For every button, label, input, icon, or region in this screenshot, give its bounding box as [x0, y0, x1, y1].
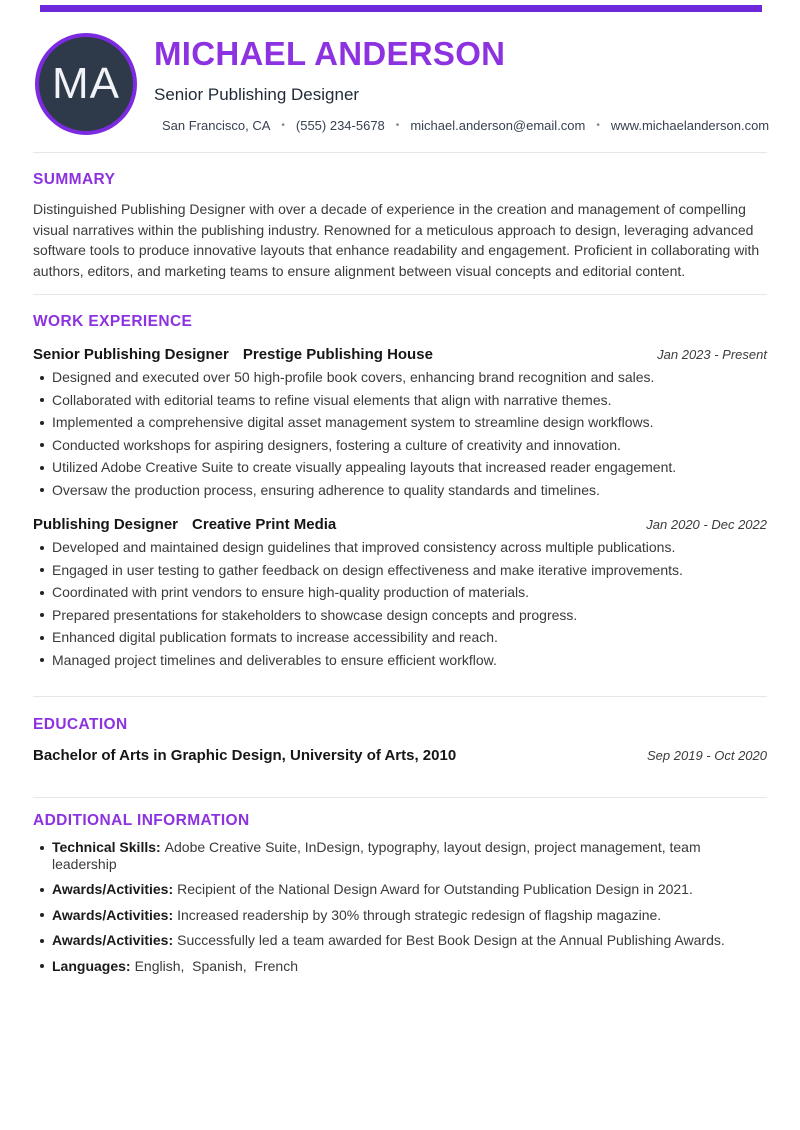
section-divider [33, 294, 767, 295]
header-text [154, 33, 769, 133]
info-label: Languages: [52, 957, 131, 974]
education-degree: Bachelor of Arts in Graphic Design, University of Arts, 2010 [33, 747, 457, 764]
dot-separator-icon: • [596, 120, 600, 131]
summary-heading: SUMMARY [33, 171, 116, 188]
avatar [35, 33, 137, 135]
job-dates: Jan 2023 - Present [657, 347, 767, 362]
top-accent-bar [40, 5, 762, 12]
bullet-item: Designed and executed over 50 high-profile book covers, enhancing brand recognition and sales. [33, 369, 767, 386]
job-company: Creative Print Media [192, 516, 337, 533]
list-item [33, 907, 767, 924]
dot-separator-icon: • [281, 120, 285, 131]
candidate-title: Senior Publishing Designer [154, 85, 360, 104]
job-entry [33, 346, 767, 498]
education-heading: EDUCATION [33, 716, 128, 733]
info-label: Technical Skills: [52, 839, 161, 855]
job-title-row [33, 516, 336, 533]
info-text: Successfully led a team awarded for Best Book Design at the Annual Publishing Awards. [177, 932, 725, 948]
section-divider [33, 797, 767, 798]
contact-email: michael.anderson@email.com [410, 118, 586, 133]
education-dates: Sep 2019 - Oct 2020 [647, 748, 767, 763]
contact-phone: (555) 234-5678 [295, 118, 385, 133]
section-divider [33, 152, 767, 153]
list-item [33, 958, 767, 975]
info-label: Awards/Activities: [52, 932, 174, 948]
bullet-item: Implemented a comprehensive digital asset management system to streamline design workflows. [33, 414, 767, 431]
job-entry [33, 516, 767, 668]
summary-text: Distinguished Publishing Designer with over a decade of experience in the creation and management of compelling visual narratives within the publishing industry. Renowned for a meticulous approach to design, leveraging advanced software tools to produce innovative layouts that enhance readability and engagement. Proficient in collaborating with authors, editors, and marketing teams to ensure alignment between visual concepts and editorial content. [33, 201, 760, 279]
bullet-item: Utilized Adobe Creative Suite to create visually appealing layouts that increased reader engagement. [33, 459, 767, 476]
additional-information-section [0, 812, 800, 974]
job-entry-header [33, 516, 767, 533]
work-experience-section [0, 313, 800, 668]
bullet-item: Managed project timelines and deliverables to ensure efficient workflow. [33, 652, 767, 669]
job-dates: Jan 2020 - Dec 2022 [646, 517, 767, 532]
info-label: Awards/Activities: [52, 881, 174, 897]
job-bullet-list [33, 369, 767, 498]
contact-website: www.michaelanderson.com [610, 118, 770, 133]
job-bullet-list [33, 539, 767, 668]
list-item [33, 932, 767, 949]
job-title-row [33, 346, 433, 363]
avatar-initials: MA [52, 59, 120, 108]
job-title: Publishing Designer [33, 516, 179, 533]
section-divider [33, 696, 767, 697]
bullet-item: Oversaw the production process, ensuring adherence to quality standards and timelines. [33, 482, 767, 499]
summary-section [0, 171, 800, 281]
resume-header [35, 33, 770, 135]
list-item [33, 881, 767, 898]
work-experience-heading: WORK EXPERIENCE [33, 313, 193, 330]
bullet-item: Enhanced digital publication formats to increase accessibility and reach. [33, 629, 767, 646]
info-text: Recipient of the National Design Award for Outstanding Publication Design in 2021. [177, 881, 693, 897]
candidate-name: MICHAEL ANDERSON [154, 35, 506, 72]
bullet-item: Prepared presentations for stakeholders to showcase design concepts and progress. [33, 607, 767, 624]
bullet-item: Conducted workshops for aspiring designers, fostering a culture of creativity and innovation. [33, 437, 767, 454]
job-title: Senior Publishing Designer [33, 346, 229, 363]
bullet-item: Coordinated with print vendors to ensure high-quality production of materials. [33, 584, 767, 601]
info-label: Awards/Activities: [52, 906, 174, 923]
education-entry [33, 747, 767, 764]
additional-information-heading: ADDITIONAL INFORMATION [33, 812, 250, 829]
info-text: English, Spanish, French [134, 957, 298, 974]
info-text: Increased readership by 30% through strategic redesign of flagship magazine. [177, 906, 662, 923]
bullet-item: Engaged in user testing to gather feedback on design effectiveness and make iterative improvements. [33, 562, 767, 579]
job-entry-header [33, 346, 767, 363]
contact-location: San Francisco, CA [162, 118, 271, 133]
bullet-item: Collaborated with editorial teams to refine visual elements that align with narrative themes. [33, 392, 767, 409]
education-section [0, 716, 800, 764]
contact-row [154, 118, 769, 133]
info-text: Adobe Creative Suite, InDesign, typography, layout design, project management, team leadership [52, 839, 705, 872]
additional-info-list [33, 839, 767, 974]
job-company: Prestige Publishing House [242, 346, 433, 363]
dot-separator-icon: • [395, 120, 400, 131]
list-item [33, 839, 767, 872]
bullet-item: Developed and maintained design guidelines that improved consistency across multiple publications. [33, 539, 767, 556]
